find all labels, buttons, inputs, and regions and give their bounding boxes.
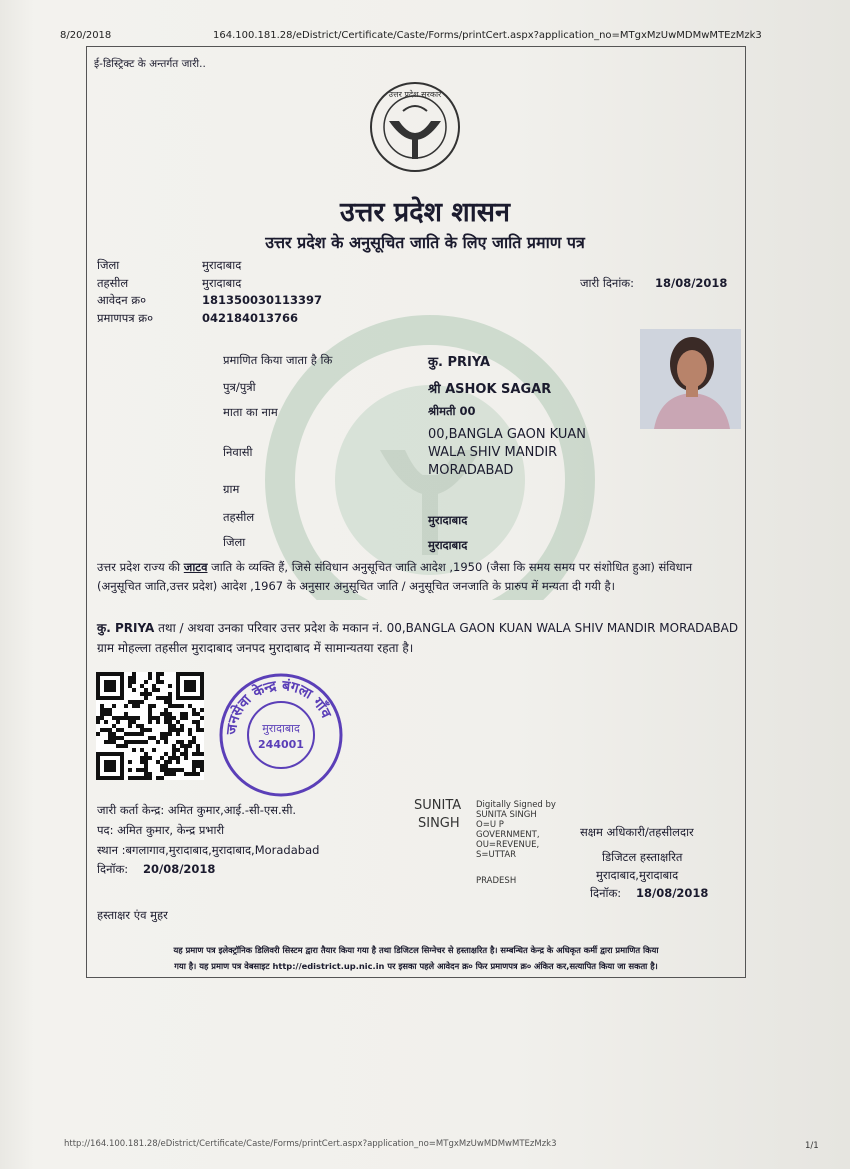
relation-label: पुत्र/पुत्री — [223, 380, 256, 394]
authority-digital-sign: डिजिटल हस्ताक्षरित — [602, 850, 683, 864]
signature-info-line: GOVERNMENT, — [476, 830, 540, 840]
digital-signature-info — [476, 800, 556, 886]
authority-date-label: दिनॉक: — [590, 886, 622, 900]
signature-info-line: S=UTTAR — [476, 850, 517, 860]
applicant-photo — [640, 329, 741, 429]
village-label: ग्राम — [223, 482, 240, 496]
footer-url[interactable]: http://164.100.181.28/eDistrict/Certificate/Caste/Forms/printCert.aspx?application_no=MTgxMzUwMDMwMTEzMzk3 — [64, 1139, 557, 1149]
signer-name-line-2: SINGH — [418, 816, 460, 831]
mother-name: श्रीमती 00 — [428, 404, 476, 418]
authority-title: सक्षम अधिकारी/तहसीलदार — [580, 825, 694, 839]
page-title: उत्तर प्रदेश शासन — [340, 197, 510, 228]
residence-applicant-name: कु. PRIYA — [97, 621, 155, 635]
signature-info-line: Digitally Signed by — [476, 800, 556, 810]
signature-info-line: PRADESH — [476, 876, 517, 886]
address-line-1: 00,BANGLA GAON KUAN — [428, 427, 586, 442]
issue-date-label: जारी दिनांक: — [580, 276, 635, 290]
application-number: 181350030113397 — [202, 293, 323, 307]
father-name: श्री ASHOK SAGAR — [428, 382, 552, 397]
footer-note-2: गया है। यह प्रमाण पत्र वेबसाइट http://edistrict.up.nic.in पर इसका पहले आवेदन क्र० फिर प्रमाणपत्र क्र० अंकित कर,सत्यापित किया जा सकता है। — [174, 961, 658, 971]
issued-under-text: ई-डिस्ट्रिक्ट के अन्तर्गत जारी.. — [94, 58, 206, 70]
certificate-number: 042184013766 — [202, 311, 299, 325]
detail-district-value: मुरादाबाद — [428, 538, 468, 552]
address-line-3: MORADABAD — [428, 463, 514, 478]
svg-text:उत्तर प्रदेश सरकार: उत्तर प्रदेश सरकार — [388, 90, 442, 99]
certify-label: प्रमाणित किया जाता है कि — [223, 353, 333, 367]
resident-label: निवासी — [223, 445, 253, 459]
page-count: 1/1 — [805, 1141, 819, 1151]
application-label: आवेदन क्र० — [97, 293, 147, 307]
certificate-subtitle: उत्तर प्रदेश के अनुसूचित जाति के लिए जाति प्रमाण पत्र — [265, 233, 585, 252]
signer-name-line-1: SUNITA — [414, 798, 462, 813]
certificate-number-label: प्रमाणपत्र क्र० — [97, 311, 154, 325]
issuer-date: 20/08/2018 — [143, 862, 216, 876]
print-date: 8/20/2018 — [60, 30, 112, 41]
authority-date: 18/08/2018 — [636, 886, 709, 900]
footer-note-1: यह प्रमाण पत्र इलेक्ट्रॉनिक डिलिवरी सिस्टम द्वारा तैयार किया गया है तथा डिजिटल सिग्नेचर से हस्ताक्षरित है। सम्बन्धित केन्द्र के अधिकृत कर्मी द्वारा प्रमाणित किया — [173, 945, 659, 955]
sign-seal-label: हस्ताक्षर एंव मुहर — [97, 908, 168, 922]
applicant-name: कु. PRIYA — [428, 355, 491, 370]
detail-district-label: जिला — [223, 535, 246, 549]
print-url[interactable]: 164.100.181.28/eDistrict/Certificate/Caste/Forms/printCert.aspx?application_no=MTgxMzUwMDMwMTEzMzk3 — [213, 30, 762, 41]
signature-info-line: OU=REVENUE, — [476, 840, 540, 850]
caste-paragraph-end: जाति के व्यक्ति हैं, जिसे संविधान अनुसूचित जाति आदेश ,1950 (जैसा कि समय समय पर संशोधित हुआ) संविधान (अनुसूचित जाति,उत्तर प्रदेश) आदेश ,1967 के अनुसार अनुसूचित जाति / अनुसूचित जनजाति के प्रारुप में मन्यता दी गयी है। — [97, 560, 693, 593]
signature-info-line: SUNITA SINGH — [476, 810, 537, 820]
stamp-outer-text: जनसेवा केन्द्र बंगला गाँव — [223, 677, 334, 736]
mother-label: माता का नाम — [223, 405, 278, 419]
issuer-post: पद: अमित कुमार, केन्द्र प्रभारी — [97, 823, 225, 837]
district-value: मुरादाबाद — [202, 258, 242, 272]
issue-date: 18/08/2018 — [655, 276, 728, 290]
issuer-center: जारी कर्ता केन्द्र: अमित कुमार,आई.-सी-एस.सी. — [97, 803, 297, 817]
authority-place: मुरादाबाद,मुरादाबाद — [596, 868, 679, 882]
district-label: जिला — [97, 258, 120, 272]
up-emblem-icon — [365, 81, 465, 173]
issuer-date-label: दिनॉक: — [97, 862, 129, 876]
tehsil-label: तहसील — [97, 276, 129, 290]
stamp-inner-text: मुरादाबाद — [262, 722, 300, 735]
residence-paragraph — [97, 618, 739, 658]
caste-name: जाटव — [183, 560, 208, 574]
detail-tehsil-value: मुरादाबाद — [428, 513, 468, 527]
residence-text: तथा / अथवा उनका परिवार उत्तर प्रदेश के मकान नं. 00,BANGLA GAON KUAN WALA SHIV MANDIR MORADABAD ग्राम मोहल्ला तहसील मुरादाबाद जनपद मुरादाबाद में सामान्यतया रहता है। — [97, 621, 739, 655]
stamp-pin: 244001 — [258, 738, 304, 751]
caste-paragraph — [97, 558, 739, 596]
signature-info-line: O=U P — [476, 820, 504, 830]
address-line-2: WALA SHIV MANDIR — [428, 445, 558, 460]
official-stamp — [216, 670, 346, 800]
signature-info-line — [476, 860, 556, 876]
caste-paragraph-start: उत्तर प्रदेश राज्य की — [97, 560, 184, 574]
qr-code — [96, 672, 204, 780]
detail-tehsil-label: तहसील — [223, 510, 255, 524]
issuer-place: स्थान :बगलागाव,मुरादाबाद,मुरादाबाद,Moradabad — [97, 843, 320, 857]
tehsil-value: मुरादाबाद — [202, 276, 242, 290]
